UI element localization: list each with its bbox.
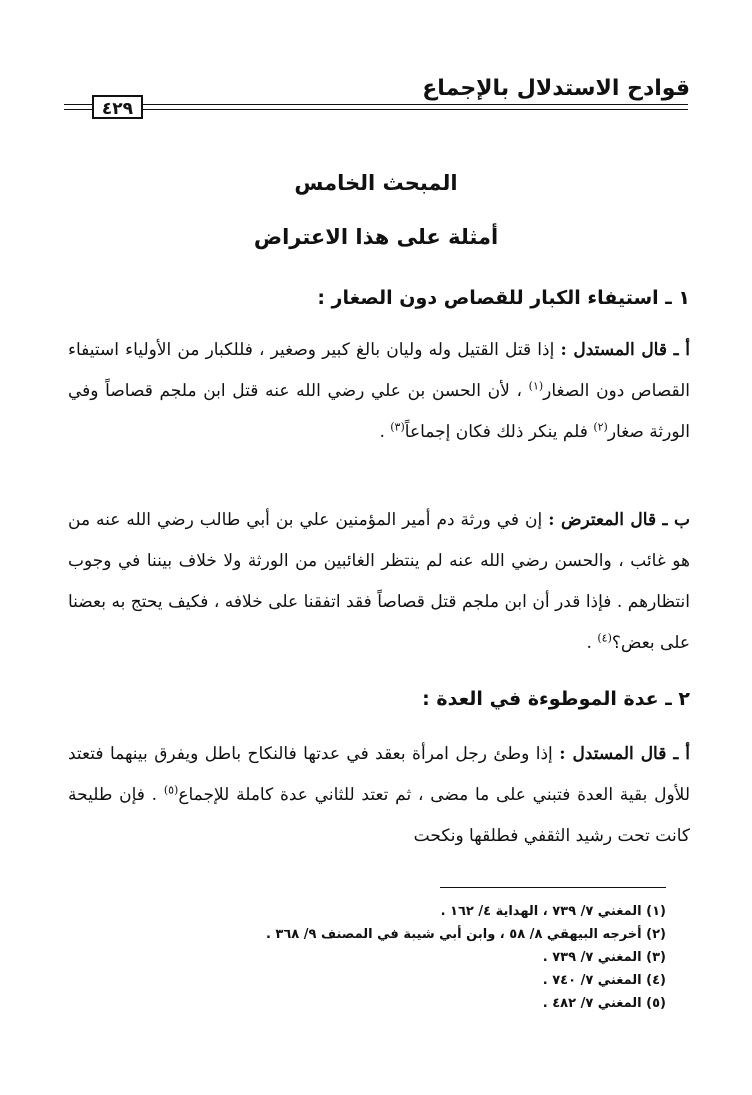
example-2-heading: ٢ ـ عدة الموطوءة في العدة :: [422, 688, 690, 710]
paragraph-text: ، لأن الحسن بن علي رضي الله عنه قتل ابن ملجم قصاصاً وفي الورثة صغار: [68, 381, 690, 442]
footnote-ref-3: (٣): [390, 420, 405, 434]
footnote-ref-5: (٥): [163, 783, 179, 797]
running-title: قوادح الاستدلال بالإجماع: [422, 76, 690, 101]
paragraph-text: .: [379, 422, 391, 442]
paragraph-text: فلم ينكر ذلك فكان إجماعاً: [404, 422, 594, 442]
footnote-4: (٤) المغني ٧/ ٧٤٠ .: [542, 973, 666, 988]
footnote-separator: [440, 887, 666, 888]
footnote-ref-1: (١): [528, 379, 544, 393]
argument-label: أ ـ قال المستدل :: [560, 340, 690, 360]
paragraph-text: إذا وطئ رجل امرأة بعقد في عدتها فالنكاح باطل ويفرق بينهما فتعتد للأول بقية العدة فتبني على ما مضى ، ثم تعتد للثاني عدة كاملة للإجماع: [68, 744, 690, 805]
footnote-5: (٥) المغني ٧/ ٤٨٢ .: [542, 996, 666, 1011]
paragraph-text: إذا قتل القتيل وله وليان بالغ كبير وصغير ، فللكبار من الأولياء استيفاء القصاص دون الصغار: [68, 340, 690, 401]
footnote-ref-2: (٢): [593, 420, 608, 434]
section-title: المبحث الخامس: [294, 171, 458, 195]
header-rule-left-short: [64, 109, 94, 110]
example-1-heading: ١ ـ استيفاء الكبار للقصاص دون الصغار :: [317, 287, 690, 309]
paragraph-text: إن في ورثة دم أمير المؤمنين علي بن أبي طالب رضي الله عنه من هو غائب ، والحسن رضي الله عنه لم ينتظر الغائبين من الورثة ولا خلاف بيننا في وجوب انتظارهم . فإذا قدر أن ابن ملجم قتل قصاصاً فقد اتفقنا على خلافه ، فكيف يحتج به بعضنا على بعض؟: [68, 510, 690, 653]
footnote-3: (٣) المغني ٧/ ٧٣٩ .: [542, 950, 666, 965]
footnote-1: (١) المغني ٧/ ٧٣٩ ، الهداية ٤/ ١٦٢ .: [440, 904, 666, 919]
paragraph-text: .: [586, 633, 598, 653]
footnote-ref-4: (٤): [597, 631, 612, 645]
footnote-2: (٢) أخرجه البيهقي ٨/ ٥٨ ، وابن أبي شيبة في المصنف ٩/ ٣٦٨ .: [265, 927, 666, 942]
objection-label: ب ـ قال المعترض :: [548, 510, 690, 530]
section-subtitle: أمثلة على هذا الاعتراض: [253, 225, 499, 249]
page-number: ٤٢٩: [92, 95, 143, 119]
header-rule: [64, 104, 688, 105]
argument-label: أ ـ قال المستدل :: [559, 744, 690, 764]
example-1-argument-paragraph: [68, 330, 690, 453]
header-rule-lower: [143, 109, 688, 110]
example-1-objection-paragraph: [68, 500, 690, 664]
example-2-argument-paragraph: [68, 734, 690, 857]
paragraph-text: . فإن طليحة كانت تحت رشيد الثقفي فطلقها ونكحت: [68, 785, 690, 846]
footnotes-list: [106, 900, 666, 1015]
